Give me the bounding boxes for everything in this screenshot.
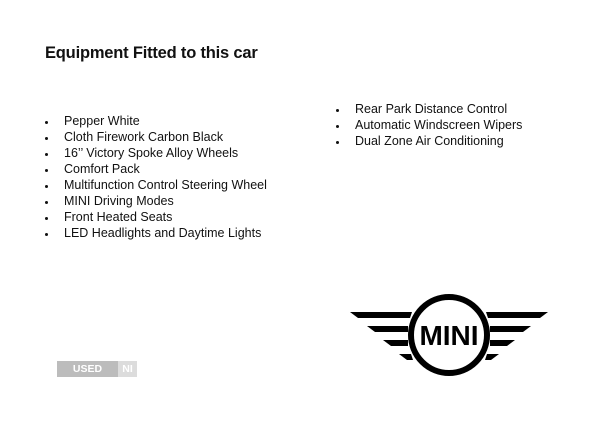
list-item: 16’’ Victory Spoke Alloy Wheels (45, 145, 267, 161)
watermark-used-cars: USED CARS (57, 361, 118, 377)
list-item: MINI Driving Modes (45, 193, 267, 209)
list-item: Cloth Firework Carbon Black (45, 129, 267, 145)
section-title: Equipment Fitted to this car (45, 44, 258, 62)
logo-text: MINI (419, 320, 479, 351)
list-item: Multifunction Control Steering Wheel (45, 177, 267, 193)
equipment-list-left (45, 113, 267, 241)
mini-logo (340, 285, 560, 395)
list-item: LED Headlights and Daytime Lights (45, 225, 267, 241)
equipment-list-right (336, 101, 522, 149)
list-item: Pepper White (45, 113, 267, 129)
list-item: Automatic Windscreen Wipers (336, 117, 522, 133)
list-item: Rear Park Distance Control (336, 101, 522, 117)
list-item: Dual Zone Air Conditioning (336, 133, 522, 149)
list-item: Comfort Pack (45, 161, 267, 177)
list-item: Front Heated Seats (45, 209, 267, 225)
watermark-ni: NI (118, 361, 137, 377)
